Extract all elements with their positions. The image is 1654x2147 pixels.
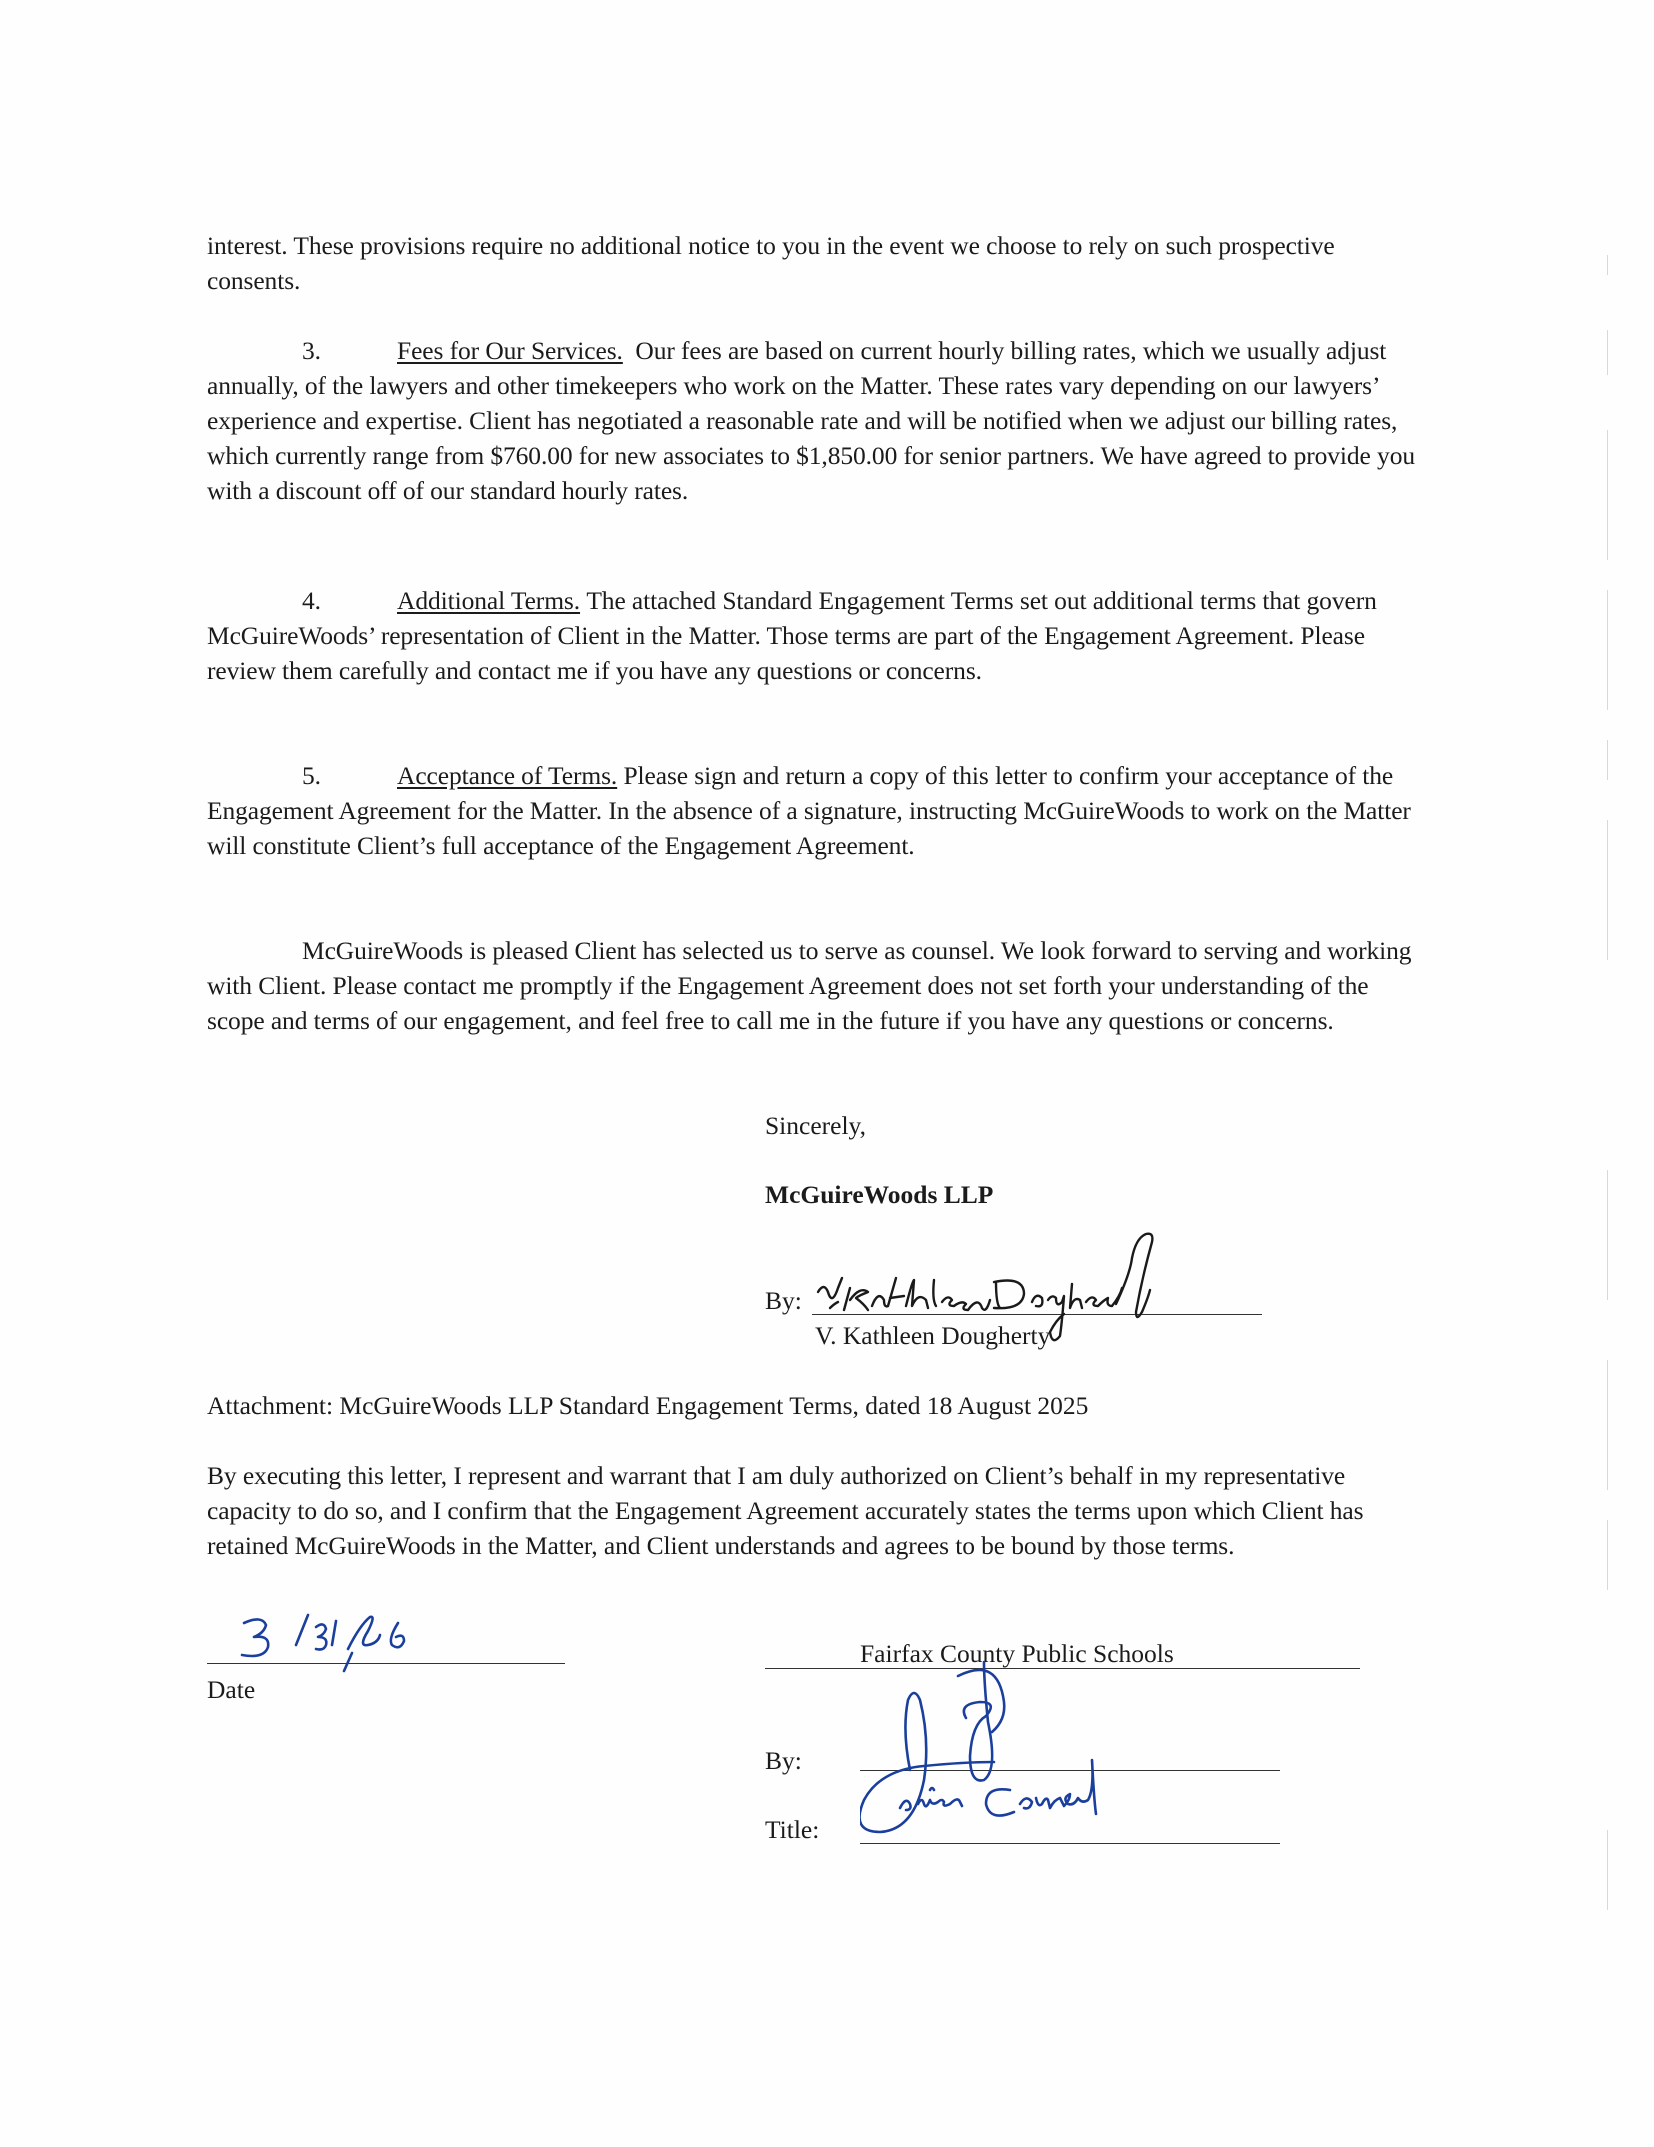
- section-heading: Additional Terms.: [397, 586, 581, 615]
- closing-paragraph: McGuireWoods is pleased Client has selected us to serve as counsel. We look forward to serving and working with Client. Please contact me promptly if the Engagement Agreement does not set forth your understanding of the scope and terms of our engagement, and feel free to call me in the future if you have any questions or concerns.: [207, 936, 1412, 1035]
- salutation: Sincerely,: [765, 1111, 867, 1140]
- section-number: 5.: [302, 761, 321, 790]
- attachment-note: Attachment: McGuireWoods LLP Standard Engagement Terms, dated 18 August 2025: [207, 1391, 1089, 1420]
- scan-artifact: [1607, 590, 1608, 710]
- client-title-label: Title:: [765, 1815, 820, 1844]
- signer-name: V. Kathleen Dougherty: [815, 1321, 1051, 1350]
- date-label: Date: [207, 1675, 256, 1704]
- scan-artifact: [1607, 330, 1608, 375]
- scan-artifact: [1607, 1830, 1608, 1910]
- handwritten-date-icon: [230, 1605, 470, 1675]
- section-heading: Acceptance of Terms.: [397, 761, 618, 790]
- by-label: By:: [765, 1286, 802, 1315]
- client-by-label: By:: [765, 1746, 802, 1775]
- section-body: Our fees are based on current hourly billing rates, which we usually adjust annually, of the lawyers and other timekeepers who work on the Matter. These rates vary depending on our lawyers’ experience and expertise. Client has negotiated a reasonable rate and will be notified when we adjust our billing rates, which currently range from $760.00 for new associates to $1,850.00 for senior partners. We have agreed to provide you with a discount off of our standard hourly rates.: [207, 336, 1415, 505]
- section-heading: Fees for Our Services.: [397, 336, 623, 365]
- section-fees: [207, 333, 1422, 508]
- scan-artifact: [1607, 255, 1608, 275]
- continuation-paragraph: interest. These provisions require no additional notice to you in the event we choose to rely on such prospective consents.: [207, 231, 1335, 295]
- representation-paragraph: By executing this letter, I represent and warrant that I am duly authorized on Client’s behalf in my representative capacity to do so, and I confirm that the Engagement Agreement accurately states the terms upon which Client has retained McGuireWoods in the Matter, and Client understands and agrees to be bound by those terms.: [207, 1461, 1364, 1560]
- section-body: Please sign and return a copy of this letter to confirm your acceptance of the Engagement Agreement for the Matter. In the absence of a signature, instructing McGuireWoods to work on the Matter will constitute Client’s full acceptance of the Engagement Agreement.: [207, 761, 1411, 860]
- section-number: 3.: [302, 336, 321, 365]
- section-number: 4.: [302, 586, 321, 615]
- section-body: The attached Standard Engagement Terms set out additional terms that govern McGuireWoods’ representation of Client in the Matter. Those terms are part of the Engagement Agreement. Please review them carefully and contact me if you have any questions or concerns.: [207, 586, 1377, 685]
- scan-artifact: [1607, 1360, 1608, 1490]
- section-acceptance: [207, 758, 1422, 863]
- scan-artifact: [1607, 740, 1608, 780]
- scan-artifact: [1607, 820, 1608, 960]
- client-signature-icon: [860, 1640, 1260, 1855]
- section-additional-terms: [207, 583, 1422, 688]
- firm-name: McGuireWoods LLP: [765, 1180, 994, 1209]
- scan-artifact: [1607, 1520, 1608, 1590]
- client-name: Fairfax County Public Schools: [860, 1639, 1174, 1668]
- scan-artifact: [1607, 1170, 1608, 1300]
- scan-artifact: [1607, 430, 1608, 560]
